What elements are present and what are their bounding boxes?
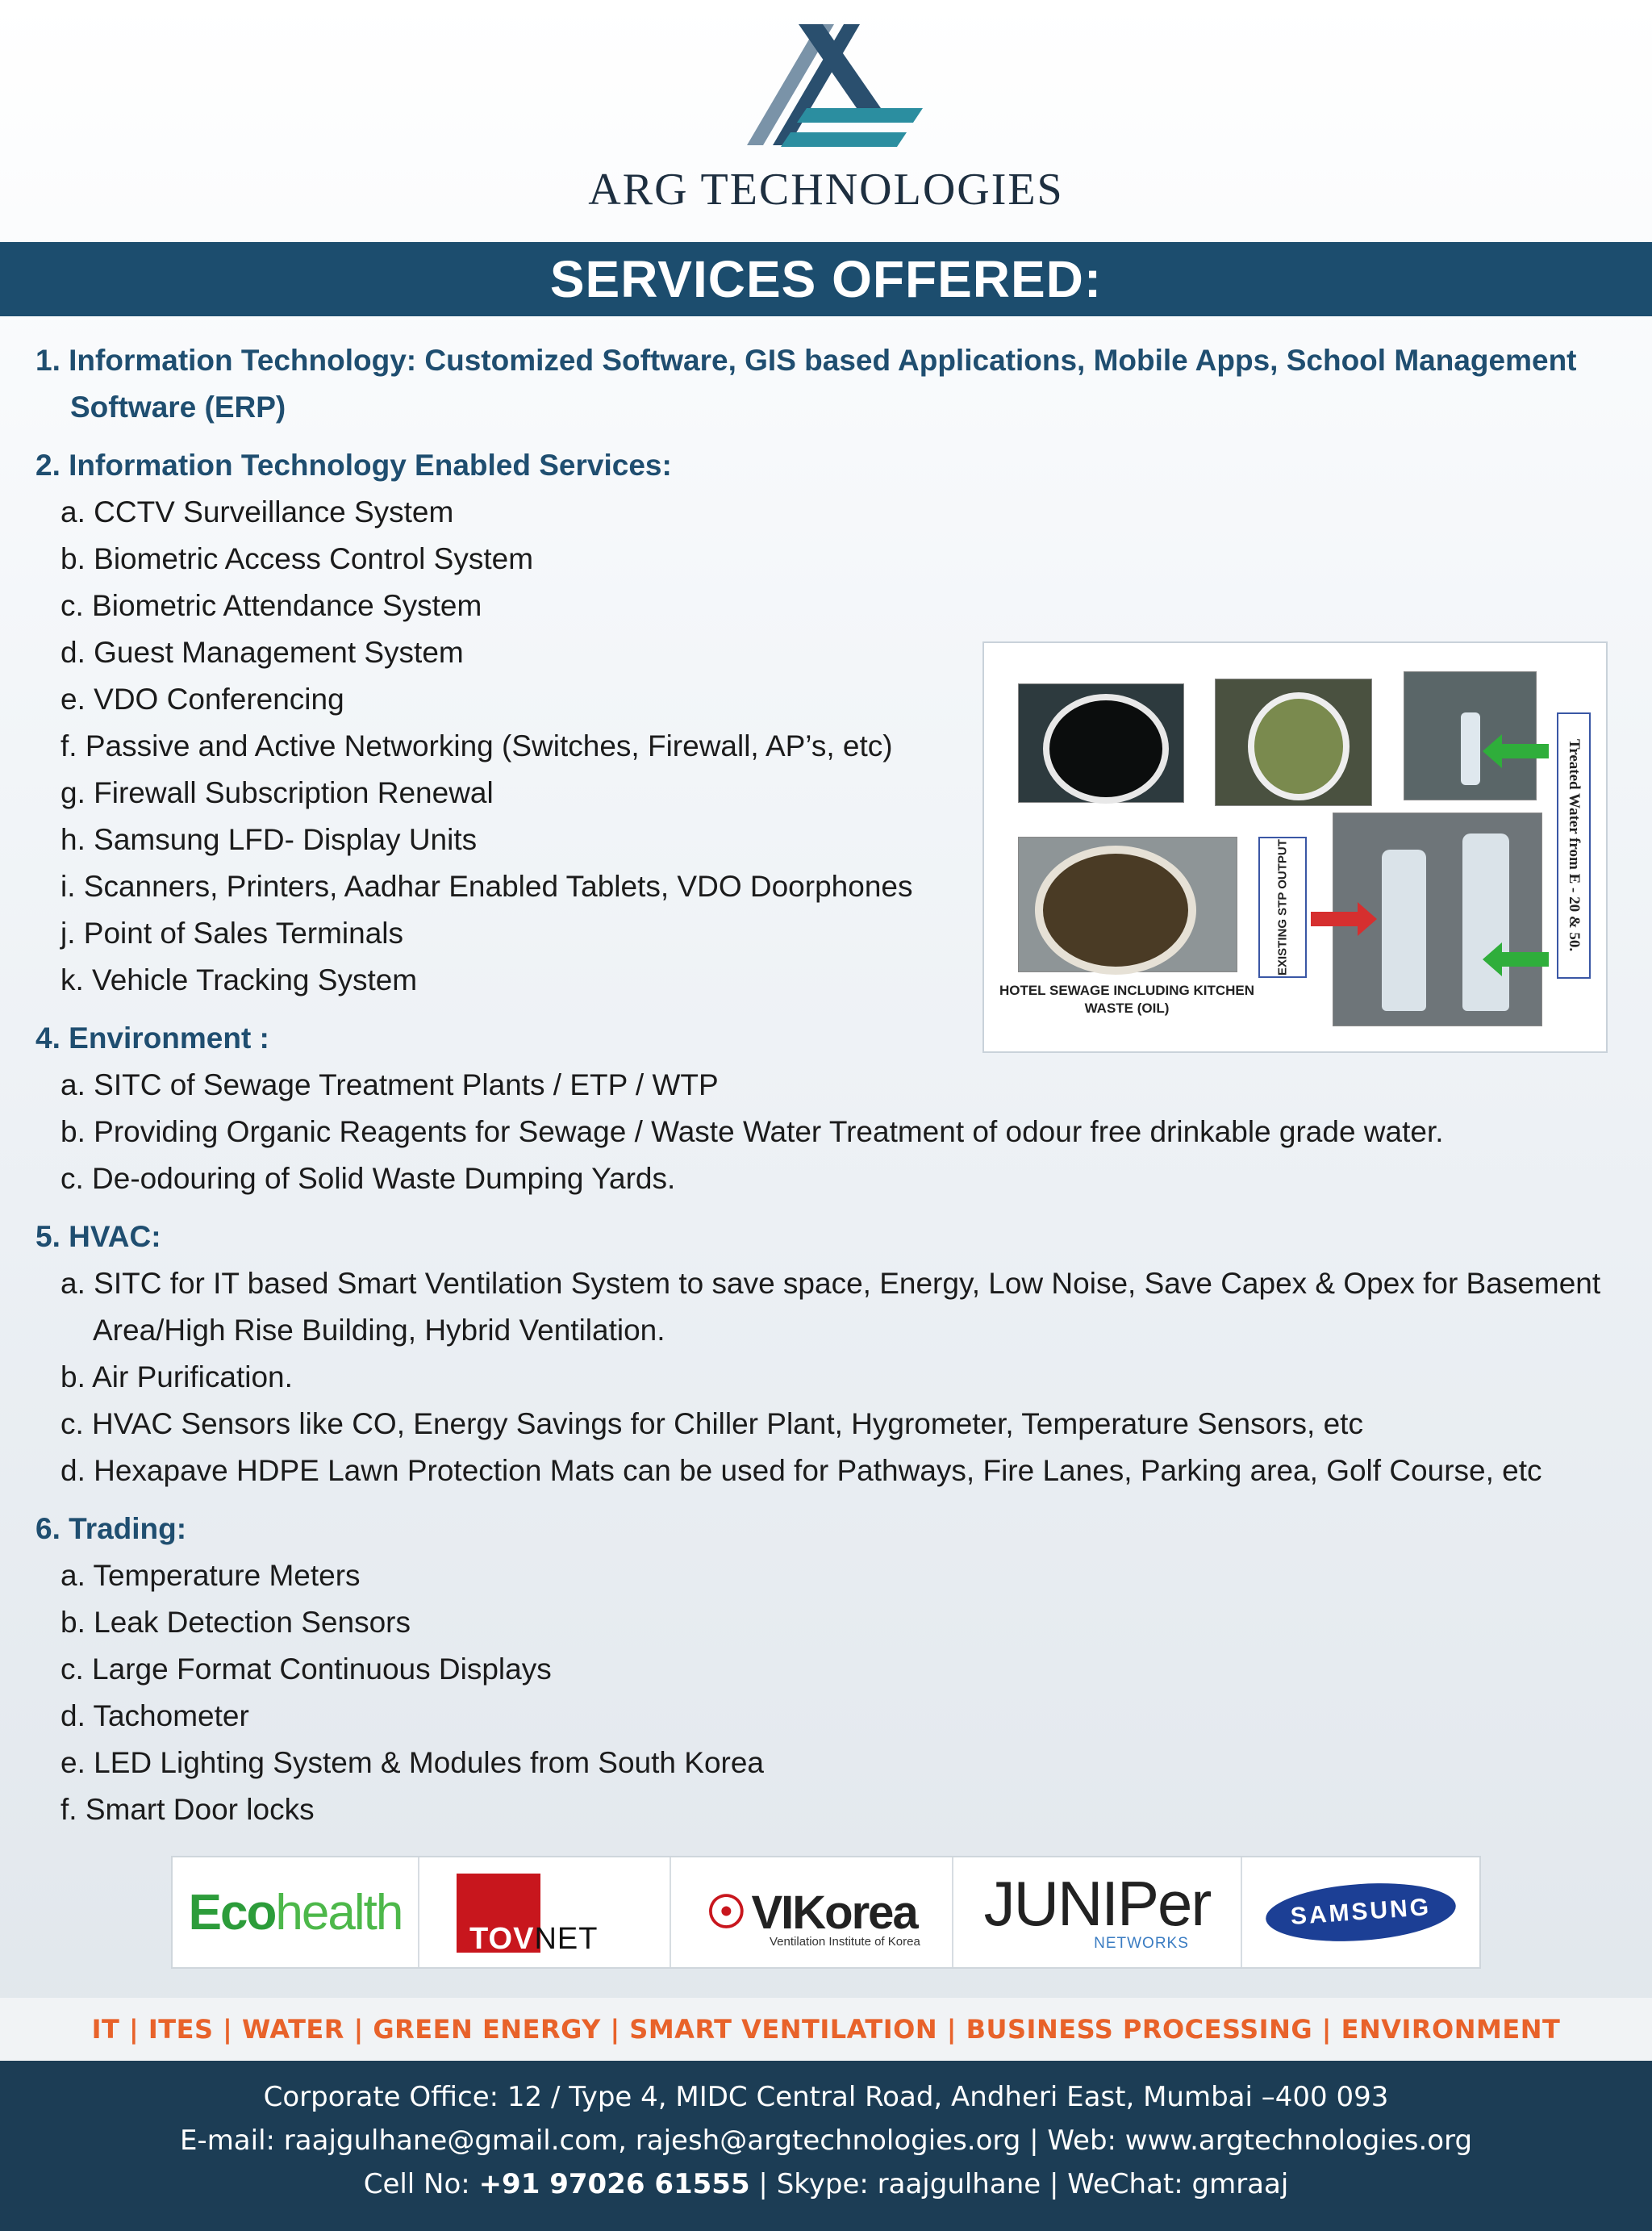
red-arrow-icon <box>1311 912 1359 926</box>
list-item: c. Biometric Attendance System <box>60 589 482 622</box>
list-item: c. De-odouring of Solid Waste Dumping Yards. <box>60 1162 676 1195</box>
list-item: k. Vehicle Tracking System <box>60 963 418 996</box>
list-item: a. Temperature Meters <box>60 1559 361 1592</box>
tovnet-logo <box>419 1857 671 1967</box>
list-item: b. Leak Detection Sensors <box>60 1606 411 1639</box>
cell-number: +91 97026 61555 <box>478 2168 750 2200</box>
list-item: d. Guest Management System <box>60 636 464 669</box>
vikorea-mark-icon: ☉ <box>706 1886 747 1937</box>
services-banner: SERVICES OFFERED: <box>0 242 1652 316</box>
list-item: d. Tachometer <box>60 1699 249 1732</box>
tovnet-logo-part1: TOV <box>469 1922 535 1956</box>
vikorea-logo-subtitle: Ventilation Institute of Korea <box>770 1935 920 1949</box>
sewage-caption: HOTEL SEWAGE INCLUDING KITCHEN WASTE (OIL) <box>999 983 1255 1016</box>
sewage-photo <box>1018 683 1184 803</box>
skype-wechat: | Skype: raajgulhane | WeChat: gmraaj <box>749 2168 1289 2200</box>
list-item: h. Samsung LFD- Display Units <box>60 823 478 856</box>
list-item: a. SITC for IT based Smart Ventilation System to save space, Energy, Low Noise, Save Capex & Opex for Basement Area/High Rise Building, Hybrid Ventilation. <box>60 1267 1601 1347</box>
vikorea-logo-text: VIKorea <box>751 1886 917 1939</box>
treated-water-photo <box>1404 671 1537 800</box>
phone-line <box>0 2162 1652 2206</box>
ecohealth-logo-part1: Eco <box>188 1884 276 1941</box>
list-item: c. Large Format Continuous Displays <box>60 1652 552 1686</box>
cell-label: Cell No: <box>363 2168 479 2200</box>
stp-output-label: EXISTING STP OUTPUT <box>1258 837 1307 978</box>
list-item: a. CCTV Surveillance System <box>60 495 454 529</box>
list-item: a. SITC of Sewage Treatment Plants / ETP / WTP <box>60 1068 719 1101</box>
juniper-logo <box>953 1857 1242 1967</box>
company-name: ARG TECHNOLOGIES <box>588 165 1064 215</box>
vikorea-logo <box>671 1857 953 1967</box>
corporate-office-address: Corporate Office: 12 / Type 4, MIDC Central Road, Andheri East, Mumbai –400 093 <box>263 2081 1389 2113</box>
water-treatment-photo-panel <box>982 641 1608 1053</box>
arg-logo-icon <box>723 18 924 147</box>
business-tagline: IT | ITES | WATER | GREEN ENERGY | SMART VENTILATION | BUSINESS PROCESSING | ENVIRONMENT <box>0 1998 1652 2061</box>
section-trading-title: 6. Trading: <box>35 1512 187 1545</box>
tovnet-logo-part2: NET <box>534 1922 599 1956</box>
treatment-photo <box>1215 679 1372 806</box>
list-item: f. Smart Door locks <box>60 1793 315 1826</box>
ecohealth-logo <box>173 1857 419 1967</box>
list-item: j. Point of Sales Terminals <box>60 917 404 950</box>
juniper-logo-text: JUNIPer <box>983 1868 1211 1939</box>
samsung-logo-text: SAMSUNG <box>1264 1878 1458 1947</box>
section-it-title: 1. Information Technology: Customized Software, GIS based Applications, Mobile Apps, School Management Software (ERP) <box>35 344 1577 424</box>
services-list <box>35 337 1617 1833</box>
treated-water-label: Treated Water from E - 20 & 50. <box>1557 712 1591 979</box>
partner-logos <box>171 1856 1481 1969</box>
list-item: f. Passive and Active Networking (Switches, Firewall, AP’s, etc) <box>60 729 893 762</box>
section-hvac-title: 5. HVAC: <box>35 1220 161 1253</box>
contact-footer <box>0 2061 1652 2231</box>
juniper-logo-subtitle: NETWORKS <box>1094 1935 1189 1952</box>
list-item: i. Scanners, Printers, Aadhar Enabled Tablets, VDO Doorphones <box>60 870 913 903</box>
section-ites-title: 2. Information Technology Enabled Services: <box>35 449 672 482</box>
green-arrow-icon <box>1500 952 1549 967</box>
email-web-line: E-mail: raajgulhane@gmail.com, rajesh@argtechnologies.org | Web: www.argtechnologies.org <box>179 2124 1473 2157</box>
list-item: b. Providing Organic Reagents for Sewage / Waste Water Treatment of odour free drinkable grade water. <box>60 1115 1444 1148</box>
ecohealth-logo-part2: health <box>275 1884 403 1941</box>
samsung-logo <box>1242 1857 1479 1967</box>
section-environment-title: 4. Environment : <box>35 1021 269 1055</box>
list-item: d. Hexapave HDPE Lawn Protection Mats can be used for Pathways, Fire Lanes, Parking area, Golf Course, etc <box>60 1454 1542 1487</box>
list-item: e. LED Lighting System & Modules from South Korea <box>60 1746 764 1779</box>
header-logo-area <box>0 0 1652 242</box>
kitchen-waste-photo <box>1018 837 1237 972</box>
green-arrow-icon <box>1500 744 1549 758</box>
list-item: b. Biometric Access Control System <box>60 542 534 575</box>
list-item: b. Air Purification. <box>60 1360 293 1393</box>
list-item: g. Firewall Subscription Renewal <box>60 776 494 809</box>
list-item: e. VDO Conferencing <box>60 683 344 716</box>
list-item: c. HVAC Sensors like CO, Energy Savings for Chiller Plant, Hygrometer, Temperature Sensors, etc <box>60 1407 1363 1440</box>
